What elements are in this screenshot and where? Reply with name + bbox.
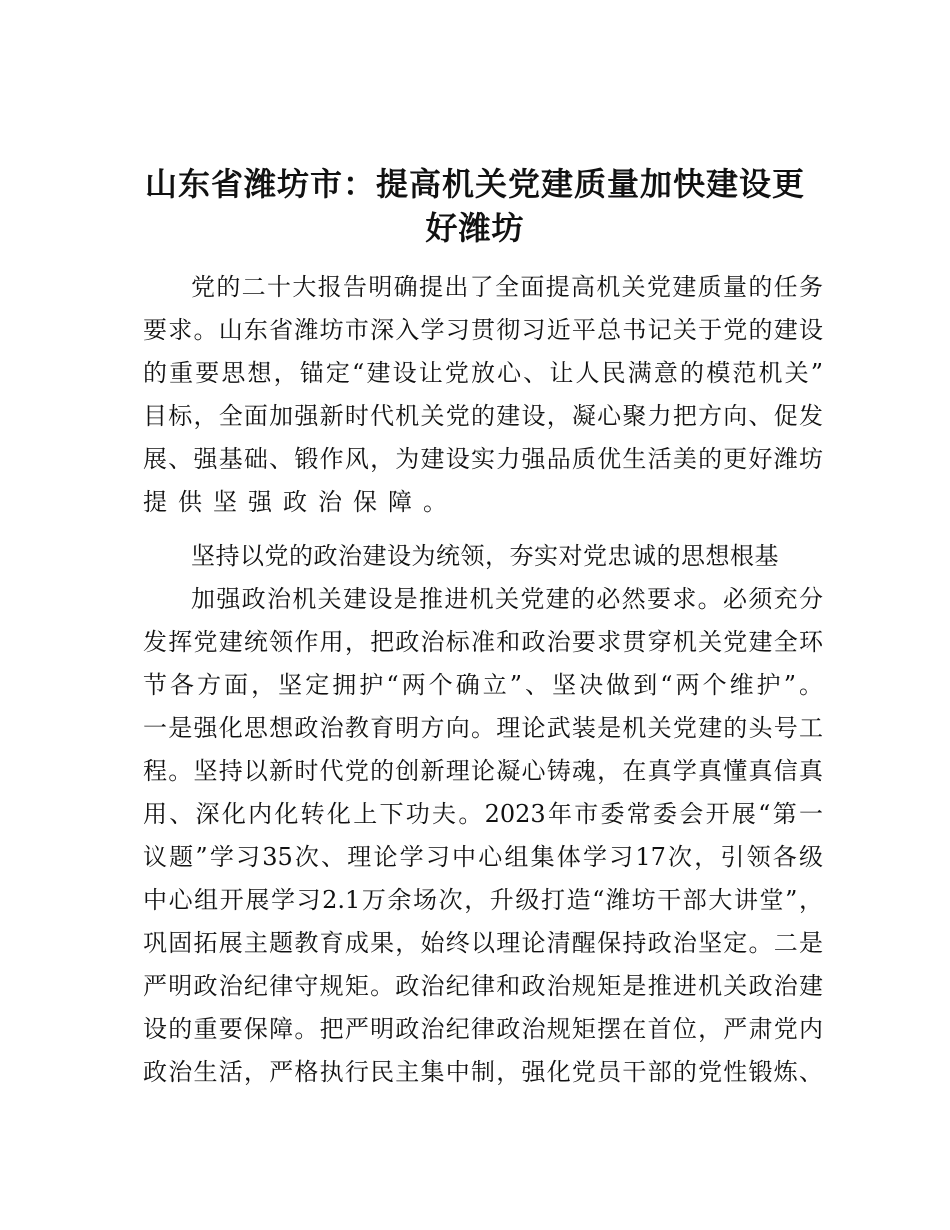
title-line-2: 好潍坊 — [425, 209, 525, 247]
text-line: 发挥党建统领作用，把政治标准和政治要求贯穿机关党建全环 — [143, 628, 823, 656]
text-line: 议题”学习35次、理论学习中心组集体学习17次，引领各级 — [143, 843, 823, 871]
text-line: 目标，全面加强新时代机关党的建设，凝心聚力把方向、促发 — [143, 402, 823, 430]
text-line: 的重要思想，锚定“建设让党放心、让人民满意的模范机关” — [143, 359, 823, 387]
intro-paragraph — [143, 266, 823, 524]
text-line: 节各方面，坚定拥护“两个确立”、坚决做到“两个维护”。 — [143, 671, 823, 699]
text-line: 展、强基础、锻作风，为建设实力强品质优生活美的更好潍坊 — [143, 445, 823, 473]
body-paragraph — [143, 578, 823, 1094]
section-heading-text: 坚持以党的政治建设为统领，夯实对党忠诚的思想根基 — [191, 542, 779, 570]
section-heading — [143, 535, 823, 578]
text-line: 用、深化内化转化上下功夫。2023年市委常委会开展“第一 — [143, 800, 823, 828]
text-line: 程。坚持以新时代党的创新理论凝心铸魂，在真学真懂真信真 — [143, 757, 823, 785]
text-line: 提供坚强政治保障。 — [143, 488, 458, 516]
text-line: 加强政治机关建设是推进机关党建的必然要求。必须充分 — [191, 585, 823, 613]
text-line: 设的重要保障。把严明政治纪律政治规矩摆在首位，严肃党内 — [143, 1015, 823, 1043]
text-line: 一是强化思想政治教育明方向。理论武装是机关党建的头号工 — [143, 714, 823, 742]
text-line: 巩固拓展主题教育成果，始终以理论清醒保持政治坚定。二是 — [143, 929, 823, 957]
text-line: 要求。山东省潍坊市深入学习贯彻习近平总书记关于党的建设 — [143, 316, 823, 344]
text-line: 政治生活，严格执行民主集中制，强化党员干部的党性锻炼、 — [143, 1058, 823, 1086]
text-line: 严明政治纪律守规矩。政治纪律和政治规矩是推进机关政治建 — [143, 972, 823, 1000]
document-title — [120, 162, 830, 250]
text-line: 中心组开展学习2.1万余场次，升级打造“潍坊干部大讲堂”， — [143, 886, 823, 914]
text-line: 党的二十大报告明确提出了全面提高机关党建质量的任务 — [191, 273, 823, 301]
title-line-1: 山东省潍坊市：提高机关党建质量加快建设更 — [144, 165, 805, 203]
